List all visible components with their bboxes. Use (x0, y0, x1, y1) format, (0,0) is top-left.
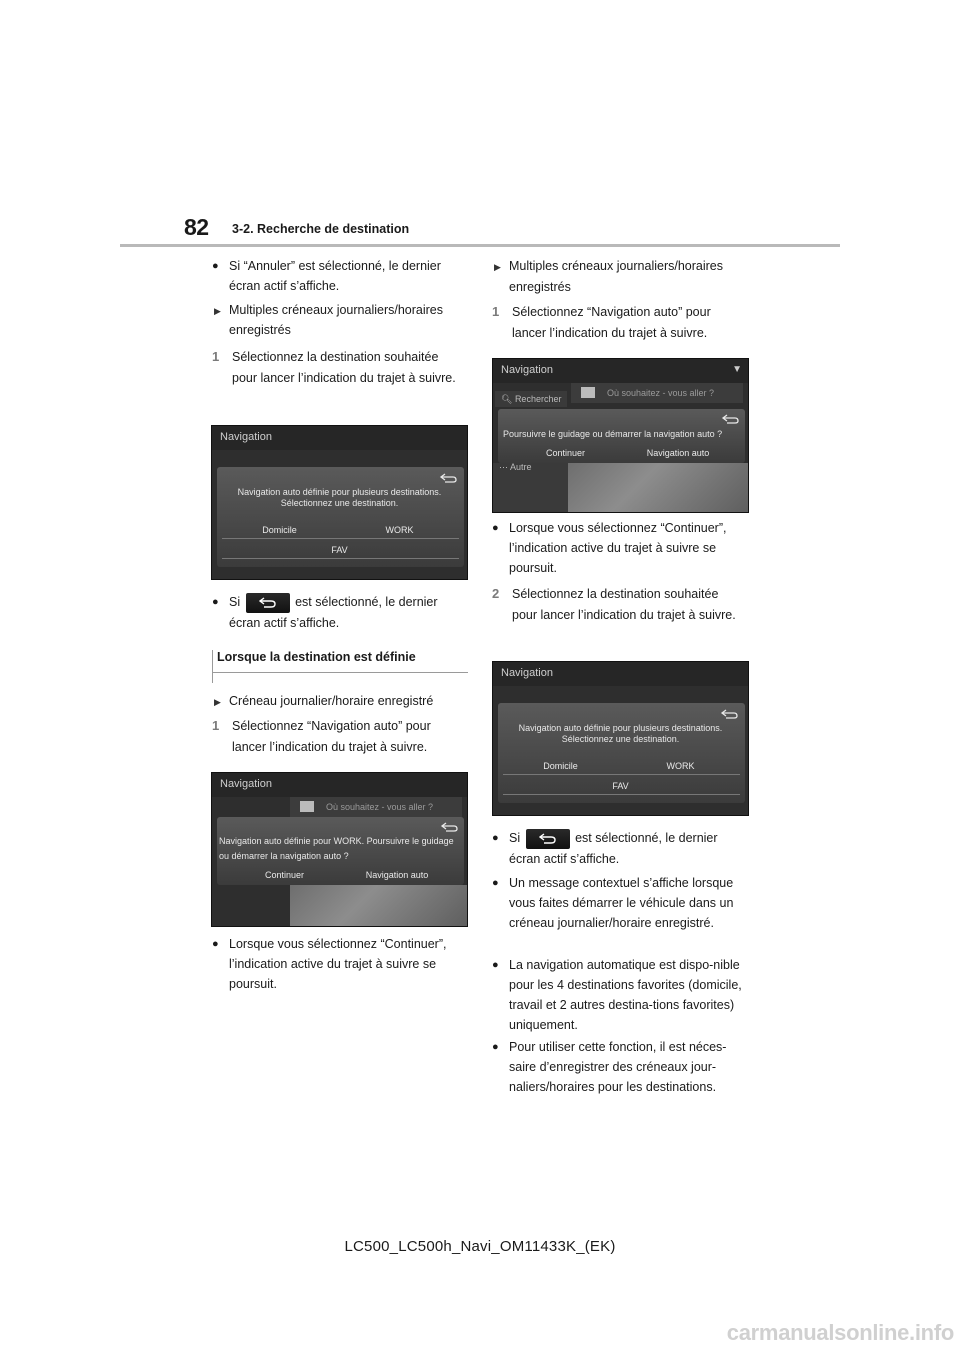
step-text: Sélectionnez “Navigation auto” pour lancer l’indication du trajet à suivre. (232, 719, 431, 754)
divider (222, 558, 459, 559)
message-line-2: Sélectionnez une destination. (561, 734, 680, 744)
screen-titlebar (493, 359, 748, 383)
bullet-continuer-left (212, 934, 468, 994)
search-label: Rechercher (514, 394, 562, 404)
dialog-message: Poursuivre le guidage ou démarrer la navigation auto ? (503, 429, 723, 439)
screen-work (211, 772, 468, 927)
step-number: 1 (212, 349, 220, 364)
bullet-continuer-right (492, 518, 748, 578)
dialog-message (219, 836, 459, 862)
step-text: Sélectionnez la destination souhaitée pour lancer l’indication du trajet à suivre. (512, 587, 736, 622)
page-number: 82 (184, 214, 209, 240)
doc-code: LC500_LC500h_Navi_OM11433K_(EK) (344, 1238, 616, 1255)
bullet-enreg (492, 1037, 748, 1097)
message-line-2: ou démarrer la navigation auto ? (219, 851, 349, 861)
subsection-multi-title: Multiples créneaux journaliers/horaires enregistrés (509, 259, 723, 294)
screen-titlebar (212, 426, 467, 450)
subsection-single (212, 691, 468, 711)
option-domicile[interactable]: Domicile (543, 761, 578, 771)
other-label: Autre (510, 462, 532, 472)
bullet-enreg-text: Pour utiliser cette fonction, il est néces-saire d’enregistrer des créneaux jour-naliers/horaires pour les destinations. (509, 1040, 727, 1094)
navigation-auto-button[interactable]: Navigation auto (365, 870, 429, 880)
dialog-message (222, 487, 457, 509)
map-thumb-icon (581, 387, 595, 398)
navigation-auto-button[interactable]: Navigation auto (646, 448, 710, 458)
divider (222, 538, 459, 539)
dialog-message (503, 723, 738, 745)
search-hint: Où souhaitez - vous aller ? (607, 388, 715, 398)
search-button-label: 🔍︎ Rechercher (501, 394, 562, 404)
bullet-si-text: est sélectionné, le dernier écran actif s’affiche. (229, 595, 438, 630)
bullet-annuler-text: Si “Annuler” est sélectionné, le dernier écran actif s’affiche. (229, 259, 441, 293)
screen-title: Navigation (501, 667, 553, 679)
step-text: Sélectionnez la destination souhaitée pour lancer l’indication du trajet à suivre. (232, 350, 456, 385)
continuer-button[interactable]: Continuer (264, 870, 305, 880)
continuer-button[interactable]: Continuer (545, 448, 586, 458)
message-line-1: Navigation auto définie pour plusieurs destinations. (518, 723, 723, 733)
back-icon[interactable] (439, 472, 459, 484)
bullet-continuer-text: Lorsque vous sélectionnez “Continuer”, l’indication active du trajet à suivre se poursuit. (229, 937, 447, 991)
screen-title: Navigation (220, 778, 272, 790)
screen-title: Navigation (220, 431, 272, 443)
subheading (212, 650, 468, 673)
step-number: 1 (492, 304, 500, 319)
bullet-si: Si (229, 595, 241, 609)
screen-title: Navigation (501, 364, 553, 376)
step-1-left (212, 347, 460, 389)
screen-titlebar (212, 773, 467, 797)
search-hint: Où souhaitez - vous aller ? (326, 802, 434, 812)
section-title: 3-2. Recherche de destination (232, 222, 410, 236)
step-2-right (492, 584, 742, 626)
subsection-single-title: Créneau journalier/horaire enregistré (229, 694, 434, 708)
step-1b-left (212, 716, 462, 758)
back-icon[interactable] (721, 413, 741, 425)
message-line-2: Sélectionnez une destination. (280, 498, 399, 508)
subsection-multi-right (492, 256, 748, 298)
option-work[interactable]: WORK (666, 761, 695, 771)
step-1-right (492, 302, 742, 344)
wifi-icon: ▼ (732, 364, 742, 375)
header-rule (120, 244, 840, 247)
back-icon[interactable] (720, 708, 740, 720)
bullet-4dest-text: La navigation automatique est dispo-nible pour les 4 destinations favorites (domicile, travail et 2 autres destina-tions favorites) uniquement. (509, 958, 742, 1032)
bullet-4dest (492, 955, 748, 1035)
divider (503, 774, 740, 775)
map-preview (290, 885, 468, 927)
step-number: 2 (492, 586, 500, 601)
step-number: 1 (212, 718, 220, 733)
bullet-popup-text: Un message contextuel s’affiche lorsque vous faites démarrer le véhicule dans un créneau journalier/horaire enregistré. (509, 876, 734, 930)
bullet-continuer-text: Lorsque vous sélectionnez “Continuer”, l’indication active du trajet à suivre se poursuit. (509, 521, 727, 575)
subheading-text: Lorsque la destination est définie (217, 650, 416, 664)
map-thumb-icon (300, 801, 314, 812)
bullet-back-right (492, 828, 748, 869)
back-button-icon (526, 829, 570, 849)
back-button-icon (246, 593, 290, 613)
option-work[interactable]: WORK (385, 525, 414, 535)
subsection-multi-title: Multiples créneaux journaliers/horaires enregistrés (229, 303, 443, 337)
option-fav[interactable]: FAV (331, 545, 348, 555)
screen-multi-destinations (211, 425, 468, 580)
screen-multi-destinations-right (492, 661, 749, 816)
subsection-multi (212, 300, 468, 340)
bullet-back-left (212, 592, 468, 633)
bullet-annuler (212, 256, 468, 296)
bullet-si: Si (509, 831, 521, 845)
screen-resume (492, 358, 749, 513)
divider (503, 794, 740, 795)
map-preview (568, 463, 749, 513)
step-text: Sélectionnez “Navigation auto” pour lancer l’indication du trajet à suivre. (512, 305, 711, 340)
message-line-1: Navigation auto définie pour plusieurs destinations. (237, 487, 442, 497)
back-icon[interactable] (440, 821, 460, 833)
option-fav[interactable]: FAV (612, 781, 629, 791)
bullet-popup (492, 873, 748, 933)
option-domicile[interactable]: Domicile (262, 525, 297, 535)
screen-titlebar (493, 662, 748, 686)
message-line-1: Navigation auto définie pour WORK. Poursuivre le guidage (219, 836, 454, 846)
other-item[interactable]: ⋯ Autre (499, 462, 532, 472)
watermark[interactable]: carmanualsonline.info (726, 1320, 954, 1345)
bullet-si-text: est sélectionné, le dernier écran actif s’affiche. (509, 831, 718, 866)
